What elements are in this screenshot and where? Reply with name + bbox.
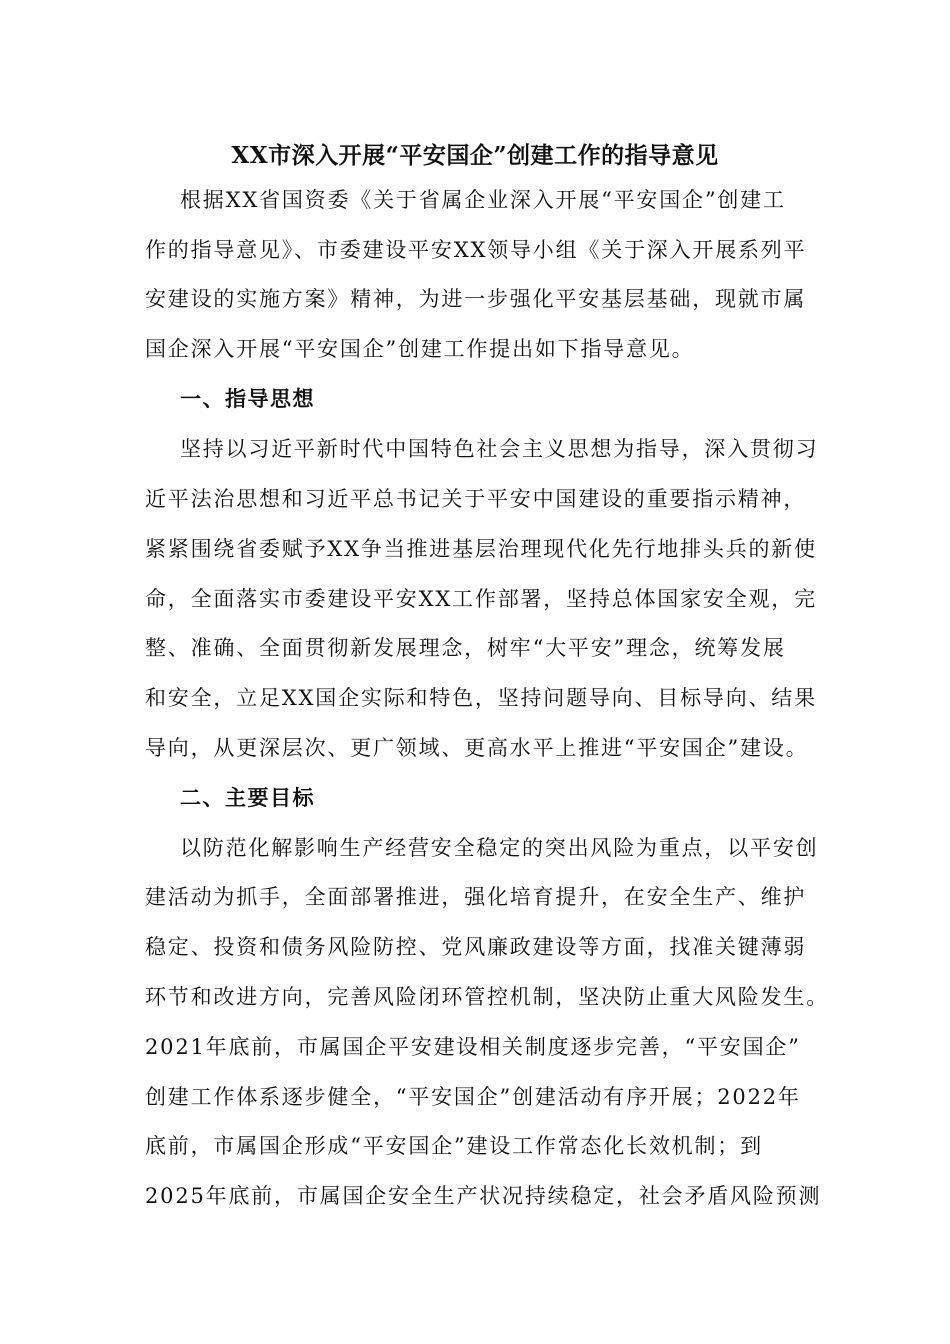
section2-line: 建活动为抓手，全面部署推进，强化培育提升，在安全生产、维护 (145, 885, 807, 909)
section2-line: 2021年底前，市属国企平安建设相关制度逐步完善，“平安国企” (145, 1035, 801, 1059)
section2-line: 环节和改进方向，完善风险闭环管控机制，坚决防止重大风险发生。 (145, 985, 829, 1009)
section1-line: 整、准确、全面贯彻新发展理念，树牢“大平安”理念，统筹发展 (145, 636, 786, 660)
section1-line: 坚持以习近平新时代中国特色社会主义思想为指导，深入贯彻习 (180, 437, 819, 461)
section1-line: 和安全，立足XX国企实际和特色，坚持问题导向、目标导向、结果 (145, 686, 817, 710)
intro-line: 根据XX省国资委《关于省属企业深入开展“平安国企”创建工 (180, 188, 786, 212)
section1-line: 近平法治思想和习近平总书记关于平安中国建设的重要指示精神， (145, 487, 807, 511)
intro-line: 国企深入开展“平安国企”创建工作提出如下指导意见。 (145, 337, 695, 361)
section1-line: 紧紧围绕省委赋予XX争当推进基层治理现代化先行地排头兵的新使 (145, 537, 817, 561)
section-heading-guiding-ideology: 一、指导思想 (180, 386, 315, 411)
section2-line: 底前，市属国企形成“平安国企”建设工作常态化长效机制；到 (145, 1134, 763, 1158)
section2-line: 以防范化解影响生产经营安全稳定的突出风险为重点，以平安创 (180, 836, 819, 860)
section1-line: 导向，从更深层次、更广领域、更高水平上推进“平安国企”建设。 (145, 736, 809, 760)
intro-line: 安建设的实施方案》精神，为进一步强化平安基层基础，现就市属 (145, 287, 807, 311)
section2-line: 创建工作体系逐步健全，“平安国企”创建活动有序开展；2022年 (145, 1085, 801, 1109)
intro-line: 作的指导意见》、市委建设平安XX领导小组《关于深入开展系列平 (145, 238, 807, 262)
document-title: XX市深入开展“平安国企”创建工作的指导意见 (231, 142, 719, 169)
section-heading-main-goals: 二、主要目标 (180, 785, 315, 810)
section2-line: 稳定、投资和债务风险防控、党风廉政建设等方面，找准关键薄弱 (145, 935, 807, 959)
section2-line: 2025年底前，市属国企安全生产状况持续稳定，社会矛盾风险预测 (145, 1184, 822, 1208)
section1-line: 命，全面落实市委建设平安XX工作部署，坚持总体国家安全观，完 (145, 587, 817, 611)
